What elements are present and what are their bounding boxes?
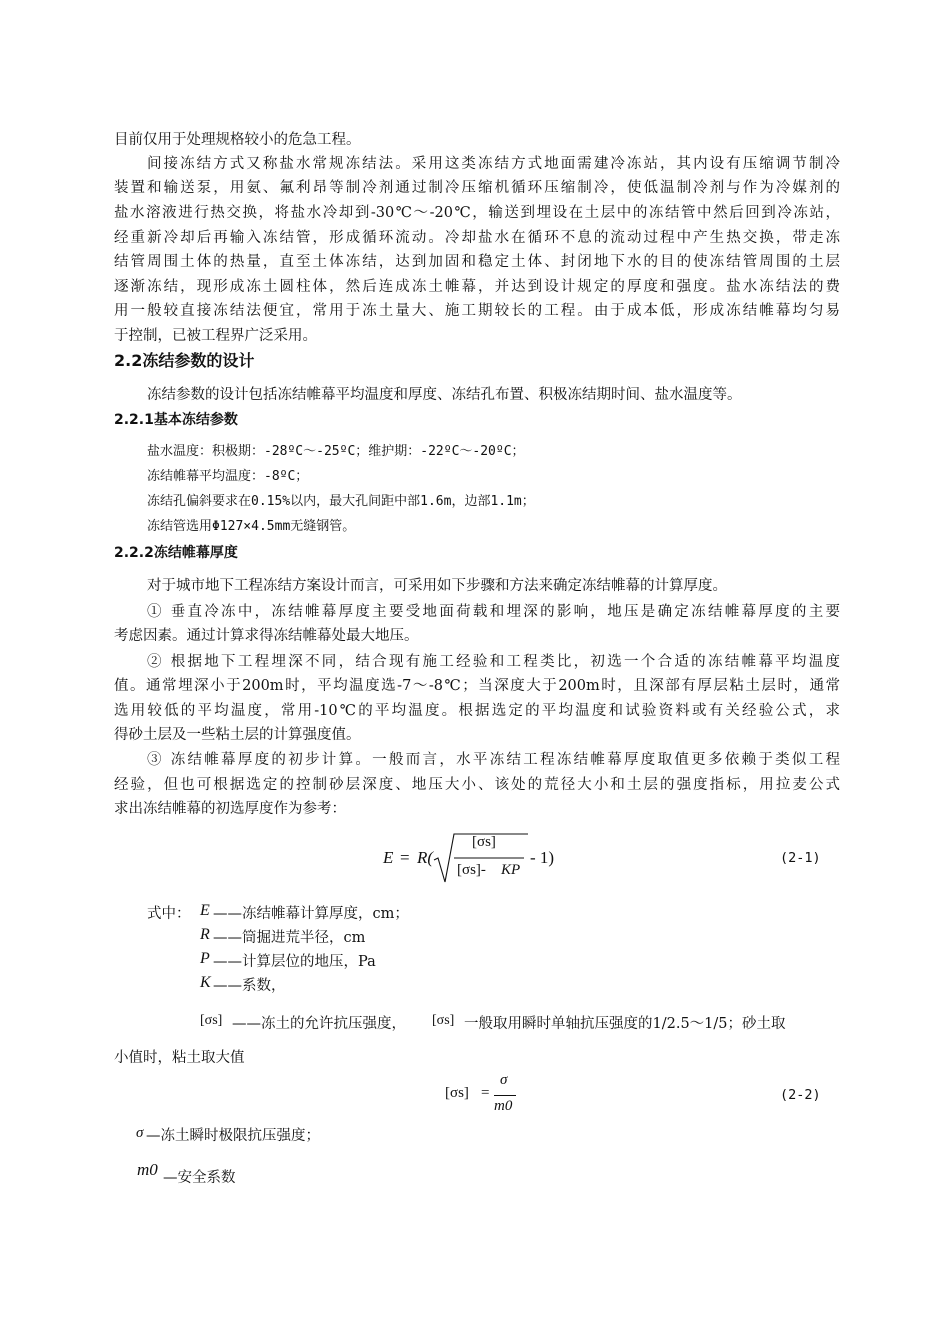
definition-P: ——计算层位的地压，Pa xyxy=(213,954,376,970)
eq-equals: = xyxy=(400,848,410,867)
paragraph-line: 选用较低的平均温度，常用-10℃的平均温度。根据选定的平均温度和试验资料或有关经验公式，求 xyxy=(114,703,840,719)
symbol-P: P xyxy=(200,950,210,967)
definition-sigma-s: ——冻土的允许抗压强度， xyxy=(232,1016,406,1032)
equation-number: (2-1) xyxy=(780,850,821,866)
paragraph-line: 冻结管选用Φ127×4.5mm无缝钢管。 xyxy=(147,519,356,534)
paragraph-line: 经重新冷却后再输入冻结管，形成循环流动。冷却盐水在循环不息的流动过程中产生热交换，带走冻 xyxy=(114,230,840,246)
paragraph-line: 得砂土层及一些粘土层的计算强度值。 xyxy=(114,727,361,743)
eq-lhs: E xyxy=(383,848,394,867)
eq2-equals: = xyxy=(481,1085,490,1101)
symbol-sigma-s: [σs] xyxy=(432,1013,455,1028)
paragraph-line: ② 根据地下工程埋深不同，结合现有施工经验和工程类比，初选一个合适的冻结帷幕平均温度 xyxy=(147,654,840,670)
paragraph-line: 装置和输送泵，用氨、氟利昂等制冷剂通过制冷压缩机循环压缩制冷，使低温制冷剂与作为冷媒剂的 xyxy=(114,180,840,196)
paragraph-line: 冻结帷幕平均温度：-8ºC； xyxy=(147,469,309,484)
subsection-heading: 2.2.1基本冻结参数 xyxy=(114,412,238,428)
eq2-numerator: σ xyxy=(500,1072,508,1088)
eq2-lhs: [σs] xyxy=(445,1085,469,1101)
definition-R: ——筒掘进荒半径，cm xyxy=(213,930,366,946)
eq-denominator-b: KP xyxy=(501,862,521,878)
eq-numerator: [σs] xyxy=(472,834,496,850)
definition-sigma-s-cont: 小值时，粘土取大值 xyxy=(114,1050,245,1066)
paragraph-line: 盐水溶液进行热交换，将盐水冷却到-30℃～-20℃，输送到埋设在土层中的冻结管中然后回到冷冻站， xyxy=(114,205,840,221)
paragraph-line: 对于城市地下工程冻结方案设计而言，可采用如下步骤和方法来确定冻结帷幕的计算厚度。 xyxy=(147,578,727,594)
paragraph-line: 冻结孔偏斜要求在0.15%以内，最大孔间距中部1.6m，边部1.1m； xyxy=(147,494,535,509)
paragraph-line: 结管周围土体的热量，直至土体冻结，达到加固和稳定土体、封闭地下水的目的使冻结管周围的土层 xyxy=(114,254,840,270)
definition-sigma-s-usage: 一般取用瞬时单轴抗压强度的1/2.5～1/5；砂土取 xyxy=(464,1016,786,1032)
eq-tail: - 1) xyxy=(530,848,555,867)
symbol-K: K xyxy=(200,974,211,991)
paragraph-line: 目前仅用于处理规格较小的危急工程。 xyxy=(114,132,361,148)
paragraph-line: 间接冻结方式又称盐水常规冻结法。采用这类冻结方式地面需建冷冻站，其内设有压缩调节制冷 xyxy=(147,156,840,172)
equation-number: (2-2) xyxy=(780,1087,821,1103)
symbol-R: R xyxy=(200,926,210,943)
paragraph-line: ③ 冻结帷幕厚度的初步计算。一般而言，水平冻结工程冻结帷幕厚度取值更多依赖于类似工程 xyxy=(147,752,840,768)
symbol-E: E xyxy=(200,902,210,919)
paragraph-line: 冻结参数的设计包括冻结帷幕平均温度和厚度、冻结孔布置、积极冻结期时间、盐水温度等。 xyxy=(147,387,742,403)
paragraph-line: 用一般较直接冻结法便宜，常用于冻土量大、施工期较长的工程。由于成本低，形成冻结帷幕均匀易 xyxy=(114,303,840,319)
where-label: 式中： xyxy=(147,906,191,922)
definition-m0: —安全系数 xyxy=(163,1170,236,1186)
paragraph-line: ① 垂直冷冻中，冻结帷幕厚度主要受地面荷载和埋深的影响，地压是确定冻结帷幕厚度的主要 xyxy=(147,604,840,620)
eq-R: R( xyxy=(417,848,434,867)
paragraph-line: 于控制，已被工程界广泛采用。 xyxy=(114,328,317,344)
paragraph-line: 值。通常埋深小于200m时，平均温度选-7～-8℃；当深度大于200m时，且深部有厚层粘土层时，通常 xyxy=(114,678,840,694)
subsection-heading: 2.2.2冻结帷幕厚度 xyxy=(114,545,238,561)
paragraph-line: 盐水温度：积极期：-28ºC～-25ºC；维护期：-22ºC～-20ºC； xyxy=(147,444,525,459)
paragraph-line: 经验，但也可根据选定的控制砂层深度、地压大小、该处的荒径大小和土层的强度指标，用拉麦公式 xyxy=(114,777,840,793)
definition-K: ——系数， xyxy=(213,978,286,994)
paragraph-line: 求出冻结帷幕的初选厚度作为参考： xyxy=(114,801,346,817)
fraction-bar xyxy=(494,1095,516,1096)
section-heading: 2.2冻结参数的设计 xyxy=(114,351,255,370)
paragraph-line: 考虑因素。通过计算求得冻结帷幕处最大地压。 xyxy=(114,628,419,644)
symbol-m0: m0 xyxy=(137,1160,158,1179)
symbol-sigma: σ xyxy=(136,1125,144,1141)
eq2-denominator: m0 xyxy=(494,1098,513,1114)
eq-denominator-a: [σs]- xyxy=(457,862,486,878)
symbol-sigma-s: [σs] xyxy=(200,1013,223,1028)
paragraph-line: 逐渐冻结，现形成冻土圆柱体，然后连成冻土帷幕，并达到设计规定的厚度和强度。盐水冻结法的费 xyxy=(114,279,840,295)
definition-E: ——冻结帷幕计算厚度，cm； xyxy=(213,906,409,922)
definition-sigma: —冻土瞬时极限抗压强度； xyxy=(146,1128,320,1144)
